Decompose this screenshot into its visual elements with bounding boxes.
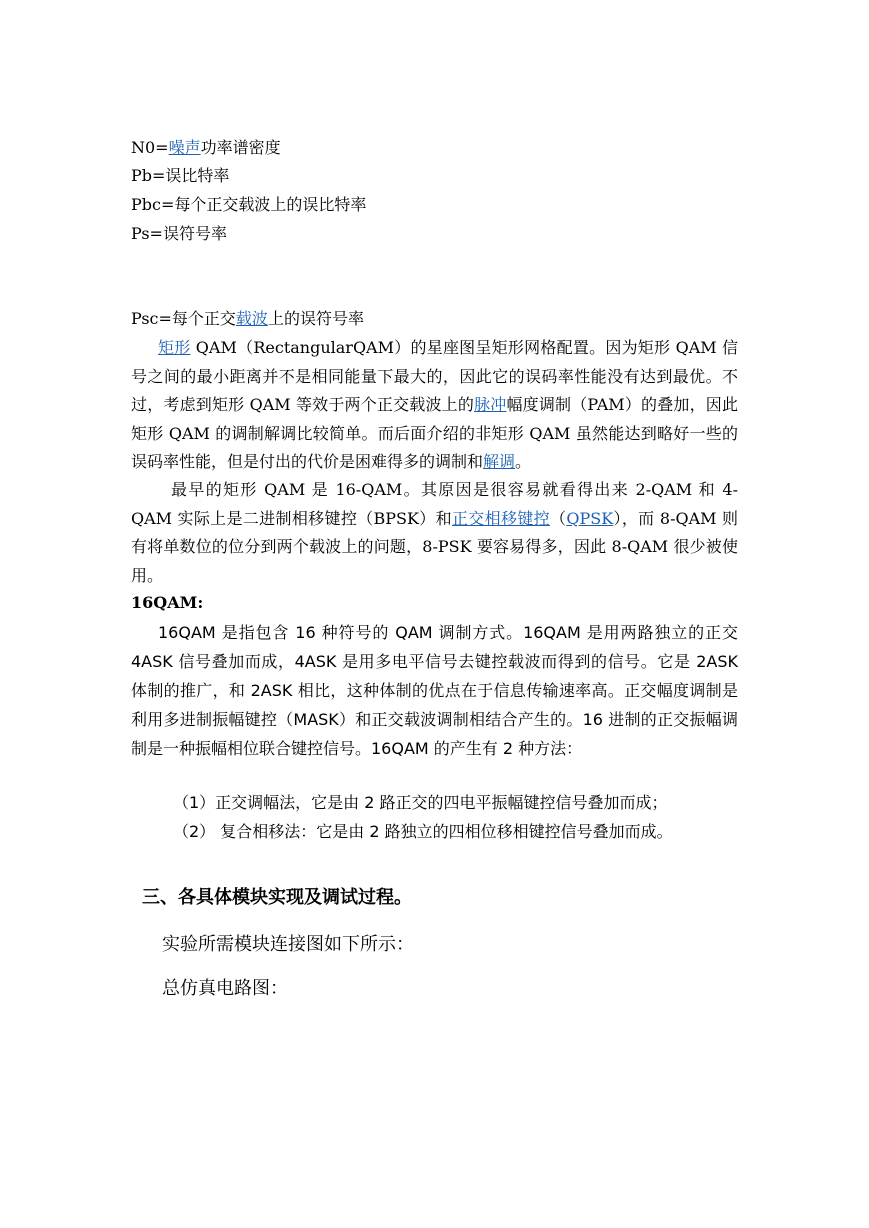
method-1: （1）正交调幅法，它是由 2 路正交的四电平振幅键控信号叠加而成； [173, 793, 668, 812]
def-ps: Ps=误符号率 [131, 224, 227, 243]
link-demodulation[interactable]: 解调 [483, 452, 516, 471]
def-pbc: Pbc=每个正交载波上的误比特率 [131, 195, 367, 214]
para1-text-3: 。 [515, 452, 532, 471]
def-pb: Pb=误比特率 [131, 166, 230, 185]
link-noise[interactable]: 噪声 [168, 138, 201, 157]
para2-text-2: （ [550, 508, 567, 528]
paragraph-earliest-qam [131, 476, 738, 590]
paragraph-16qam: 16QAM 是指包含 16 种符号的 QAM 调制方式。16QAM 是用两路独立的正交 4ASK 信号叠加而成，4ASK 是用多电平信号去键控载波而得到的信号。它是 2ASK 体制的推广，和 2ASK 相比，这种体制的优点在于信息传输速率高。正交幅度调制是利用多进制振幅键控（MASK）和正交载波调制相结合产生的。16 进制的正交振幅调制是一种振幅相位联合键控信号。16QAM 的产生有 2 种方法： [131, 623, 738, 758]
link-rectangular[interactable]: 矩形 [158, 338, 191, 357]
section-heading: 三、各具体模块实现及调试过程。 [142, 887, 412, 908]
def-n0-suffix: 功率谱密度 [200, 138, 281, 157]
subsection-title-16qam: 16QAM: [131, 593, 204, 612]
def-n0-prefix: N0= [131, 138, 169, 157]
module-connection-caption: 实验所需模块连接图如下所示： [162, 934, 414, 955]
link-qpsk-term[interactable]: 正交相移键控 [451, 508, 550, 528]
paragraph-rectangular-qam [131, 334, 738, 477]
para2-text-1: 最早的矩形 QAM 是 16-QAM。其原因是很容易就看得出来 2-QAM 和 4-QAM 实际上是二进制相移键控（BPSK）和 [131, 480, 738, 528]
def-psc-prefix: Psc=每个正交 [131, 309, 236, 328]
method-2: （2） 复合相移法：它是由 2 路独立的四相位移相键控信号叠加而成。 [173, 822, 673, 841]
link-pulse[interactable]: 脉冲 [474, 395, 507, 414]
def-psc-suffix: 上的误符号率 [267, 309, 364, 328]
simulation-circuit-caption: 总仿真电路图： [162, 978, 288, 999]
para1-text-1: QAM（RectangularQAM）的星座图呈矩形网格配置。因为矩形 QAM 信号之间的最小距离并不是相同能量下最大的，因此它的误码率性能没有达到最优。不过，考虑到矩形 QAM 等效于两个正交载波上的 [131, 338, 738, 414]
def-n0 [131, 138, 281, 158]
para1-text-2: 幅度调制（PAM）的叠加，因此矩形 QAM 的调制解调比较简单。而后面介绍的非矩形 QAM 虽然能达到略好一些的误码率性能，但是付出的代价是困难得多的调制和 [131, 395, 738, 471]
link-carrier[interactable]: 载波 [235, 309, 268, 328]
def-psc [131, 309, 364, 329]
link-qpsk[interactable]: QPSK [566, 508, 614, 528]
para2-text-3: ），而 8-QAM 则有将单数位的位分到两个载波上的问题，8-PSK 要容易得多，因此 8-QAM 很少被使用。 [131, 508, 738, 585]
